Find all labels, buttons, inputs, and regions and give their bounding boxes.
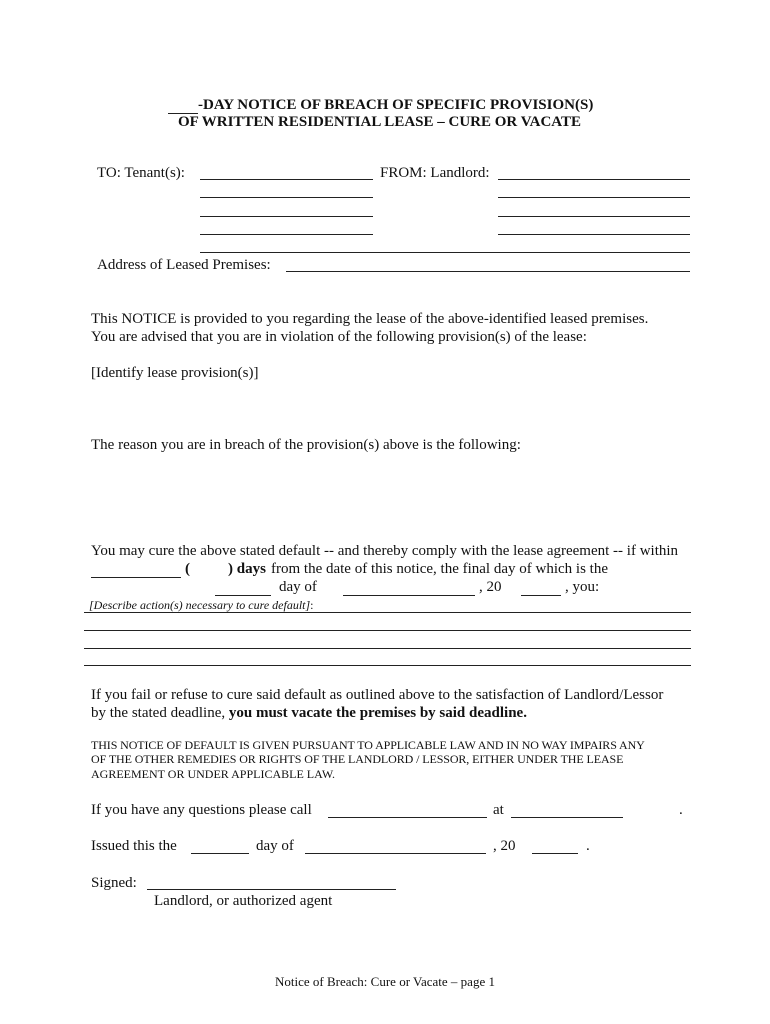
issued-dayof: day of <box>256 838 294 854</box>
cure-you: , you: <box>565 579 600 595</box>
issued-label: Issued this the <box>91 838 177 854</box>
describe-cure-prompt <box>89 598 314 612</box>
page-title-line-1: -DAY NOTICE OF BREACH OF SPECIFIC PROVISION(S) <box>198 97 594 113</box>
issued-comma-20: , 20 <box>493 838 516 854</box>
signature-caption: Landlord, or authorized agent <box>154 893 333 909</box>
cure-day-blank[interactable] <box>215 595 271 596</box>
legal-notice-line-2: OF THE OTHER REMEDIES OR RIGHTS OF THE LANDLORD / LESSOR, EITHER UNDER THE LEASE <box>91 752 624 766</box>
tenant-line-3[interactable] <box>200 216 373 217</box>
tenant-line-4[interactable] <box>200 234 373 235</box>
landlord-label: FROM: Landlord: <box>380 165 490 181</box>
tenant-line-2[interactable] <box>200 197 373 198</box>
questions-at: at <box>493 802 504 818</box>
fail-line-2 <box>91 704 527 722</box>
issued-year-blank[interactable] <box>532 853 578 854</box>
tenant-label: TO: Tenant(s): <box>97 165 185 181</box>
cure-line-1: You may cure the above stated default -- and thereby comply with the lease agreement -- if within <box>91 543 679 559</box>
issued-period: . <box>586 838 590 854</box>
cure-year-blank[interactable] <box>521 595 561 596</box>
cure-action-line-4[interactable] <box>84 665 691 666</box>
fail-line-2-bold: you must vacate the premises by said deadline. <box>228 705 527 721</box>
notice-paragraph-line-1: This NOTICE is provided to you regarding the lease of the above-identified leased premises. <box>91 311 649 327</box>
signed-label: Signed: <box>91 875 137 891</box>
describe-cure-colon: : <box>310 598 314 612</box>
legal-notice-line-3: AGREEMENT OR UNDER APPLICABLE LAW. <box>91 767 336 781</box>
questions-label: If you have any questions please call <box>91 802 312 818</box>
landlord-line-1[interactable] <box>498 179 690 180</box>
issued-day-blank[interactable] <box>191 853 249 854</box>
breach-reason-prompt: The reason you are in breach of the provision(s) above is the following: <box>91 437 521 453</box>
issued-month-blank[interactable] <box>305 853 486 854</box>
cure-comma-20: , 20 <box>479 579 502 595</box>
cure-days-label: ) days <box>228 561 266 577</box>
cure-action-line-1[interactable] <box>84 612 691 613</box>
page-footer: Notice of Breach: Cure or Vacate – page 1 <box>275 974 495 989</box>
questions-period: . <box>679 802 683 818</box>
cure-days-words-blank[interactable] <box>91 577 181 578</box>
cure-month-blank[interactable] <box>343 595 475 596</box>
cure-dayof: day of <box>279 579 317 595</box>
page-title-line-2: OF WRITTEN RESIDENTIAL LEASE – CURE OR VACATE <box>178 114 582 130</box>
cure-days-rest: from the date of this notice, the final day of which is the <box>271 561 608 577</box>
signature-line[interactable] <box>147 889 396 890</box>
fail-line-1: If you fail or refuse to cure said default as outlined above to the satisfaction of Landlord/Lessor <box>91 687 664 703</box>
cure-paren-open: ( <box>185 561 190 577</box>
landlord-line-4[interactable] <box>498 234 690 235</box>
landlord-line-3[interactable] <box>498 216 690 217</box>
tenant-line-1[interactable] <box>200 179 373 180</box>
describe-cure-text: [Describe action(s) necessary to cure default] <box>89 598 311 612</box>
landlord-line-2[interactable] <box>498 197 690 198</box>
contact-name-blank[interactable] <box>328 817 487 818</box>
address-label: Address of Leased Premises: <box>97 257 271 273</box>
notice-paragraph-line-2: You are advised that you are in violation of the following provision(s) of the lease: <box>91 329 587 345</box>
legal-notice-line-1: THIS NOTICE OF DEFAULT IS GIVEN PURSUANT TO APPLICABLE LAW AND IN NO WAY IMPAIRS ANY <box>91 738 645 752</box>
address-line-2[interactable] <box>286 271 690 272</box>
identify-provisions-prompt: [Identify lease provision(s)] <box>91 365 259 381</box>
cure-action-line-3[interactable] <box>84 648 691 649</box>
address-line-1[interactable] <box>200 252 690 253</box>
fail-line-2-plain: by the stated deadline, <box>91 705 226 721</box>
cure-action-line-2[interactable] <box>84 630 691 631</box>
contact-phone-blank[interactable] <box>511 817 623 818</box>
